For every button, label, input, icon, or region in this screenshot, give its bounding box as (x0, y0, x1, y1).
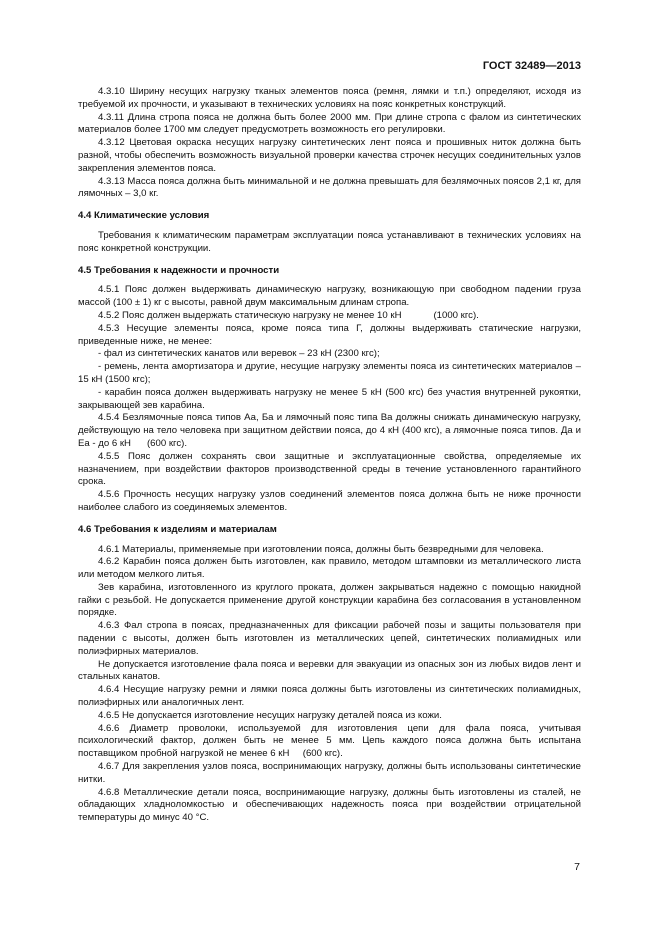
document-code: ГОСТ 32489—2013 (482, 60, 581, 72)
clause-4-5-2: 4.5.2 Пояс должен выдержать статическую нагрузку не менее 10 кН (1000 кгс). (98, 309, 479, 321)
clause-4-6-6: 4.6.6 Диаметр проволоки, используемой для изготовления цепи для фала пояса, учитывая психологический фактор, должен быть не менее 5 мм. Цепь каждого пояса должна быть испытана поставщиком пробной нагрузкой не менее 6 кН (600 кгс). (78, 722, 581, 760)
clause-4-5-3-item-c: - карабин пояса должен выдерживать нагрузку не менее 5 кН (500 кгс) без участия внутренней рукоятки, закрывающей зев карабина. (78, 386, 581, 411)
clause-4-5-3: 4.5.3 Несущие элементы пояса, кроме пояса типа Г, должны выдерживать статические нагрузки, приведенные ниже, не менее: (78, 322, 581, 347)
clause-4-6-3-continued: Не допускается изготовление фала пояса и веревки для эвакуации из опасных зон из любых видов лент и стальных канатов. (78, 658, 581, 683)
clause-4-5-1: 4.5.1 Пояс должен выдерживать динамическую нагрузку, возникающую при свободном падении груза массой (100 ± 1) кг с высоты, равной двум максимальным длинам стропа. (78, 284, 581, 309)
clause-4-5-4: 4.5.4 Безлямочные пояса типов Аа, Ба и лямочный пояс типа Ва должны снижать динамическую нагрузку, действующую на тело человека при защитном действии пояса, до 4 кН (400 кгс), а лямочные пояса типов. Да и Еа - до 6 кН (600 кгс). (78, 412, 581, 449)
clause-4-5-5: 4.5.5 Пояс должен сохранять свои защитные и эксплуатационные свойства, определяемые их назначением, при воздействии факторов производственной среды в течение установленного гарантийного срока. (78, 450, 581, 488)
page-number: 7 (574, 861, 580, 873)
clause-4-6-8: 4.6.8 Металлические детали пояса, воспринимающие нагрузку, должны быть изготовлены из сталей, не обладающих хладноломкостью и обеспечивающих надежность пояса при воздействии отрицательной температуры до минус 40 °С. (78, 786, 581, 824)
clause-4-3-12: 4.3.12 Цветовая окраска несущих нагрузку синтетических лент пояса и прошивных ниток должна быть разной, чтобы обеспечить возможность визуальной проверки качества строчек несущих соединительных узлов закрепления элементов пояса. (78, 137, 581, 174)
clause-4-6-2: 4.6.2 Карабин пояса должен быть изготовлен, как правило, методом штамповки из металлического листа или методом мелкого литья. (78, 556, 581, 581)
section-heading-4-6: 4.6 Требования к изделиям и материалам (78, 523, 277, 535)
clause-4-6-1: 4.6.1 Материалы, применяемые при изготовлении пояса, должны быть безвредными для человека. (98, 543, 544, 555)
clause-4-6-2-continued: Зев карабина, изготовленного из круглого проката, должен закрываться надежно с помощью накидной гайки с резьбой. Не допускается применение другой конструкции карабина без согласования в установленном порядке. (78, 581, 581, 619)
clause-4-5-3-item-a: - фал из синтетических канатов или веревок – 23 кН (2300 кгс); (98, 348, 380, 360)
clause-4-3-10: 4.3.10 Ширину несущих нагрузку тканых элементов пояса (ремня, лямки и т.п.) определяют, исходя из требуемой их прочности, и указывают в технических условиях на пояс конкретных конструкций. (78, 86, 581, 110)
clause-4-6-3: 4.6.3 Фал стропа в поясах, предназначенных для фиксации рабочей позы и защиты пользователя при падении с высоты, должен быть изготовлен из металлических цепей, синтетических полиамидных или полиэфирных материалов. (78, 620, 581, 657)
clause-4-6-5: 4.6.5 Не допускается изготовление несущих нагрузку деталей пояса из кожи. (98, 709, 442, 721)
clause-4-5-3-item-b: - ремень, лента амортизатора и другие, несущие нагрузку элементы пояса из синтетических материалов – 15 кН (1500 кгс); (78, 361, 581, 385)
clause-4-5-6: 4.5.6 Прочность несущих нагрузку узлов соединений элементов пояса должна быть не ниже прочности наиболее слабого из соединяемых элементов. (78, 489, 581, 513)
document-page (78, 60, 581, 825)
clause-4-3-13: 4.3.13 Масса пояса должна быть минимальной и не должна превышать для безлямочных поясов 2,1 кг, для лямочных – 3,0 кг. (78, 175, 581, 200)
clause-4-3-11: 4.3.11 Длина стропа пояса не должна быть более 2000 мм. При длине стропа с фалом из синтетических материалов более 1700 мм следует предусмотреть возможность его регулировки. (78, 111, 581, 136)
clause-4-6-4: 4.6.4 Несущие нагрузку ремни и лямки пояса должны быть изготовлены из синтетических полиамидных, полиэфирных или аналогичных лент. (78, 684, 581, 709)
section-heading-4-5: 4.5 Требования к надежности и прочности (78, 264, 280, 276)
clause-4-6-7: 4.6.7 Для закрепления узлов пояса, воспринимающих нагрузку, должны быть использованы синтетические нитки. (78, 761, 581, 785)
clause-4-4-text: Требования к климатическим параметрам эксплуатации пояса устанавливают в технических условиях на пояс конкретной конструкции. (78, 229, 581, 254)
section-heading-4-4: 4.4 Климатические условия (78, 210, 210, 222)
